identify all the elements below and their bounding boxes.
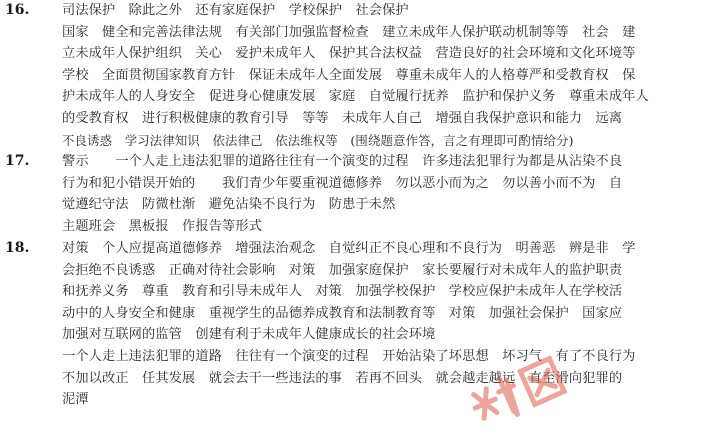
answer-line: 不良诱惑 学习法律知识 依法律己 依法维权等 (围绕题意作答，言之有理即可酌情给分) [62, 132, 574, 148]
answer-line: 护未成年人的人身安全 促进身心健康发展 家庭 自觉履行抚养 监护和保护义务 尊重未成年人 [62, 89, 649, 105]
answer-line: 和抚养义务 尊重 教育和引导未成年人 对策 加强学校保护 学校应保护未成年人在学校活 [62, 284, 623, 300]
answer-line: 动中的人身安全和健康 重视学生的品德养成教育和法制教育等 对策 加强社会保护 国家应 [62, 305, 623, 321]
answer-line: 警示 一个人走上违法犯罪的道路往往有一个演变的过程 许多违法犯罪行为都是从沾染不良 [62, 154, 623, 169]
answer-line: 主题班会 黑板报 作报告等形式 [62, 218, 263, 234]
answer-line: 觉遵纪守法 防微杜渐 避免沾染不良行为 防患于未然 [62, 197, 396, 213]
answer-line: 行为和犯小错误开始的 我们青少年要重视道德修养 勿以恶小而为之 勿以善小而不为 自 [62, 175, 623, 191]
question-number: 16. [5, 2, 30, 18]
answer-line: 会拒绝不良诱惑 正确对待社会影响 对策 加强家庭保护 家长要履行对未成年人的监护职责 [62, 262, 623, 278]
answer-text [62, 238, 696, 411]
answer-line: 学校 全面贯彻国家教育方针 保证未成年人全面发展 尊重未成年人的人格尊严和受教育权 保 [62, 67, 636, 83]
answer-line: 立未成年人保护组织 关心 爱护未成年人 保护其合法权益 营造良好的社会环境和文化环境等 [62, 46, 636, 62]
question-number: 17. [5, 153, 30, 169]
answer-line: 加强对互联网的监管 创建有利于未成年人健康成长的社会环境 [62, 327, 436, 343]
question-number: 18. [5, 240, 30, 256]
answer-line: 一个人走上违法犯罪的道路 往往有一个演变的过程 开始沾染了坏思想 坏习气 有了不良行为 [62, 348, 636, 364]
answer-line: 国家 健全和完善法律法规 有关部门加强监督检查 建立未成年人保护联动机制等等 社会 建 [62, 24, 636, 40]
answer-text [62, 0, 696, 151]
answer-line: 的受教育权 进行积极健康的教育引导 等等 未成年人自己 增强自我保护意识和能力 远离 [62, 110, 623, 126]
answer-line: 司法保护 除此之外 还有家庭保护 学校保护 社会保护 [62, 3, 409, 18]
answer-line: 泥潭 [62, 392, 89, 408]
answer-line: 不加以改正 任其发展 就会去干一些违法的事 若再不回头 就会越走越远 直至滑向犯罪的 [62, 370, 623, 386]
answer-text [62, 151, 696, 237]
answer-line: 对策 个人应提高道德修养 增强法治观念 自觉纠正不良心理和不良行为 明善恶 辨是非 学 [62, 241, 636, 256]
